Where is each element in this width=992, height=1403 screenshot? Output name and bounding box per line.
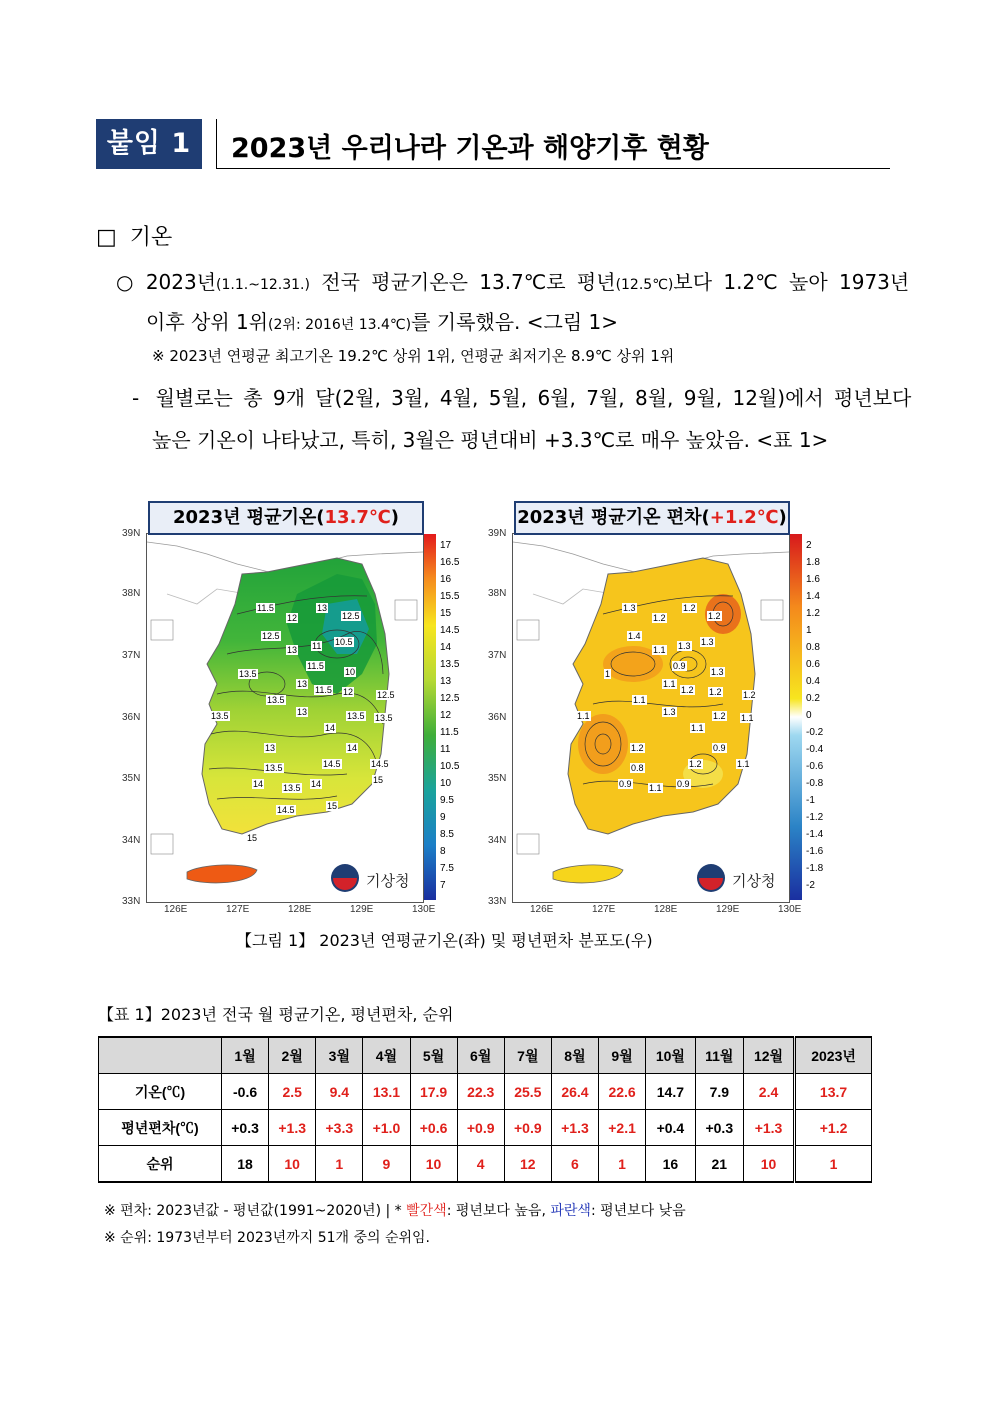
para1-text: 를 기록했음. <그림 1> [411,310,618,334]
table-cell: 1 [795,1146,872,1183]
note-blue-label: 파란색 [550,1203,591,1219]
contour-value-label: 1.1 [577,711,590,721]
lon-label: 128E [288,904,312,915]
para1-note: ※ 2023년 연평균 최고기온 19.2℃ 상위 1위, 연평균 최저기온 8.9℃ 상위 1위 [152,347,675,365]
contour-value-label: 13.5 [347,711,365,721]
table-cell: 10 [269,1146,316,1183]
contour-value-label: 14.5 [371,759,389,769]
contour-value-label: 1.1 [741,713,754,723]
lon-label: 127E [592,904,616,915]
table-cell: +0.9 [457,1110,504,1146]
lat-label: 36N [488,712,507,723]
colorbar-tick-label: 0.8 [806,642,820,653]
kma-logo-text: 기상청 [732,872,776,890]
contour-value-label: 14 [253,779,264,789]
table-caption: 【표 1】2023년 전국 월 평균기온, 평년편차, 순위 [98,1005,454,1024]
para1-line2 [146,306,618,335]
table-header-cell: 4월 [363,1037,410,1074]
lat-label: 39N [122,528,141,539]
contour-value-label: 1.1 [737,759,750,769]
colorbar-tick-label: 1.4 [806,591,820,602]
contour-value-label: 1.3 [701,637,714,647]
contour-value-label: 11.5 [315,685,332,695]
contour-value-label: 14.5 [323,759,341,769]
table-cell: +0.6 [410,1110,457,1146]
colorbar-tick-label: 9.5 [440,795,454,806]
para2-line2: 높은 기온이 나타났고, 특히, 3월은 평년대비 +3.3℃로 매우 높았음. <표 1> [152,428,829,452]
contour-value-label: 1.1 [653,645,666,655]
contour-value-label: 1.2 [709,687,722,697]
contour-value-label: 1 [605,669,611,679]
para1-line1 [116,266,909,295]
table-header-cell: 5월 [410,1037,457,1074]
colorbar-tick-label: -1.8 [806,863,824,874]
contour-value-label: 12.5 [377,690,395,700]
figure-caption: 【그림 1】 2023년 연평균기온(좌) 및 평년편차 분포도(우) [236,931,653,950]
contour-value-label: 10.5 [335,637,353,647]
contour-value-label: 0.9 [713,743,726,753]
table-cell: 12 [504,1146,551,1183]
table-cell: 7.9 [695,1074,743,1110]
colorbar-tick-label: 17 [440,540,452,551]
contour-value-label: 1.2 [713,711,726,721]
table-cell: 13.7 [795,1074,872,1110]
colorbar-tick-label: 16.5 [440,557,460,568]
lat-label: 37N [488,650,507,661]
contour-value-label: 1.2 [683,603,696,613]
lat-label: 38N [122,588,141,599]
lat-label: 34N [122,835,141,846]
note-text: : 평년보다 낮음 [590,1203,686,1219]
colorbar-tick-label: 16 [440,574,452,585]
table-cell: 26.4 [551,1074,598,1110]
colorbar-tick-label: -0.8 [806,778,824,789]
contour-value-label: 13.5 [211,711,229,721]
contour-value-label: 1.3 [623,603,636,613]
table-corner [99,1037,222,1074]
table-cell: 1 [316,1146,363,1183]
contour-value-label: 15 [247,833,258,843]
para1-date-range: (1.1.~12.31.) [216,277,310,293]
table-header-cell: 2023년 [795,1037,872,1074]
table-header-cell: 10월 [646,1037,696,1074]
map-title-text: 2023년 평균기온 편차( [517,507,710,528]
lat-label: 36N [122,712,141,723]
para1-second-rank: (2위: 2016년 13.4℃) [268,317,412,333]
contour-value-label: 14 [347,743,358,753]
para1-normal-value: (12.5℃) [615,277,674,293]
lat-label: 33N [488,896,507,907]
table-header-cell: 2월 [269,1037,316,1074]
contour-value-label: 14.5 [277,805,295,815]
contour-value-label: 13 [317,603,328,613]
circle-bullet: ○ [116,270,134,294]
contour-value-label: 13.5 [283,783,301,793]
dash-bullet: - [132,386,140,410]
contour-value-label: 13 [265,743,276,753]
colorbar-tick-label: -1.4 [806,829,824,840]
table-cell: 17.9 [410,1074,457,1110]
colorbar-tick-label: -0.6 [806,761,824,772]
table-cell: +1.3 [551,1110,598,1146]
note-rank: ※ 순위: 1973년부터 2023년까지 51개 중의 순위임. [104,1230,431,1246]
colorbar-tick-label: 1.2 [806,608,820,619]
lon-label: 129E [350,904,374,915]
lat-label: 39N [488,528,507,539]
temp-anomaly-map [476,500,826,920]
colorbar-tick-label: -1.6 [806,846,824,857]
colorbar-tick-label: 0.6 [806,659,820,670]
contour-value-label: 1.2 [708,611,721,621]
contour-value-label: 1.3 [663,707,676,717]
table-cell: +0.4 [646,1110,696,1146]
para1-text: 이후 상위 1위 [146,310,269,334]
contour-value-label: 0.9 [677,779,690,789]
colorbar-tick-label: -0.2 [806,727,824,738]
colorbar-tick-label: -2 [806,880,815,891]
table-cell: +1.0 [363,1110,410,1146]
contour-value-label: 0.8 [631,763,644,773]
para1-text: 2023년 [145,270,217,294]
colorbar-tick-label: 12.5 [440,693,460,704]
contour-value-label: 14 [311,779,322,789]
contour-value-label: 15 [327,801,338,811]
lon-label: 128E [654,904,678,915]
colorbar-tick-label: 14.5 [440,625,460,636]
lon-label: 130E [778,904,802,915]
table-cell: 1 [599,1146,646,1183]
table-row-label: 기온(℃) [99,1074,222,1110]
contour-value-label: 11.5 [257,603,274,613]
colorbar-tick-label: 15.5 [440,591,460,602]
table-cell: 2.4 [743,1074,794,1110]
table-cell: 16 [646,1146,696,1183]
checkbox-glyph: □ [96,225,117,250]
table-row [99,1110,872,1146]
contour-value-label: 13 [297,679,308,689]
colorbar-tick-label: 13 [440,676,452,687]
map-title-left [148,501,424,535]
contour-value-label: 14 [325,723,336,733]
table-cell: 10 [410,1146,457,1183]
kma-logo-text: 기상청 [366,872,410,890]
contour-value-label: 1.4 [628,631,641,641]
contour-value-label: 0.9 [673,661,686,671]
contour-value-label: 11 [312,641,322,651]
contour-value-label: 13.5 [267,695,285,705]
contour-value-label: 1.3 [678,641,691,651]
colorbar-tick-label: 8.5 [440,829,454,840]
colorbar-tick-label: -1.2 [806,812,824,823]
colorbar-left [424,534,436,900]
contour-value-label: 1.1 [691,723,704,733]
table-header-cell: 3월 [316,1037,363,1074]
table-header-row [99,1037,872,1074]
lat-label: 34N [488,835,507,846]
table-header-cell: 7월 [504,1037,551,1074]
colorbar-tick-label: 1.8 [806,557,820,568]
table-cell: 25.5 [504,1074,551,1110]
contour-value-label: 1.2 [689,759,702,769]
table-cell: 14.7 [646,1074,696,1110]
table-cell: 2.5 [269,1074,316,1110]
table-cell: +1.2 [795,1110,872,1146]
map-title-text: ) [778,507,787,528]
colorbar-tick-label: 10 [440,778,452,789]
table-cell: +0.3 [695,1110,743,1146]
lon-label: 126E [530,904,554,915]
contour-value-label: 11.5 [307,661,324,671]
contour-value-label: 13 [287,645,298,655]
table-header-cell: 6월 [457,1037,504,1074]
table-header-cell: 1월 [222,1037,269,1074]
section-title: 기온 [129,225,173,250]
contour-value-label: 0.9 [619,779,632,789]
section-heading [96,220,172,251]
table-cell: 22.6 [599,1074,646,1110]
colorbar-tick-label: -0.4 [806,744,824,755]
contour-value-label: 13.5 [375,713,393,723]
table-cell: 18 [222,1146,269,1183]
contour-value-label: 1.1 [649,783,662,793]
colorbar-tick-label: 7 [440,880,446,891]
table-header-cell: 8월 [551,1037,598,1074]
colorbar-tick-label: 12 [440,710,452,721]
colorbar-tick-label: 8 [440,846,446,857]
para2-line1 [132,382,911,411]
note-text: : 평년보다 높음, [446,1203,551,1219]
table-cell: +1.3 [269,1110,316,1146]
colorbar-tick-label: 9 [440,812,446,823]
para1-text: 전국 평균기온은 13.7℃로 평년 [309,270,616,294]
table-cell: 4 [457,1146,504,1183]
table-header-cell: 12월 [743,1037,794,1074]
contour-value-label: 1.3 [711,667,724,677]
contour-value-label: 10 [345,667,356,677]
contour-value-label: 13.5 [265,763,283,773]
colorbar-tick-label: 0 [806,710,812,721]
lat-label: 37N [122,650,141,661]
colorbar-tick-label: 1 [806,625,812,636]
lat-label: 35N [488,773,507,784]
monthly-temp-table [98,1036,872,1183]
colorbar-tick-label: 7.5 [440,863,454,874]
colorbar-tick-label: 14 [440,642,452,653]
table-row-label: 순위 [99,1146,222,1183]
table-row-label: 평년편차(℃) [99,1110,222,1146]
contour-value-label: 1.1 [663,679,676,689]
table-cell: +3.3 [316,1110,363,1146]
lat-label: 33N [122,896,141,907]
colorbar-tick-label: 1.6 [806,574,820,585]
colorbar-tick-label: 13.5 [440,659,460,670]
contour-value-label: 13 [297,707,308,717]
map-title-value: 13.7℃ [324,507,391,528]
contour-value-label: 1.2 [631,743,644,753]
colorbar-tick-label: 11.5 [440,727,459,738]
contour-value-label: 15 [373,775,384,785]
table-header-cell: 11월 [695,1037,743,1074]
para2-text: 월별로는 총 9개 달(2월, 3월, 4월, 5월, 6월, 7월, 8월, 9월, 12월)에서 평년보다 [155,386,912,410]
colorbar-tick-label: 0.2 [806,693,820,704]
table-cell: 10 [743,1146,794,1183]
mean-temp-map [110,500,460,920]
contour-value-label: 12.5 [342,611,360,621]
table-cell: -0.6 [222,1074,269,1110]
colorbar-tick-label: 15 [440,608,452,619]
table-cell: 21 [695,1146,743,1183]
table-header-cell: 9월 [599,1037,646,1074]
map-title-text: 2023년 평균기온( [173,507,325,528]
contour-value-label: 1.2 [743,690,756,700]
table-cell: +0.9 [504,1110,551,1146]
header-divider [216,119,217,169]
contour-value-label: 12.5 [262,631,280,641]
table-row [99,1074,872,1110]
note-red-label: 빨간색 [406,1203,447,1219]
table-cell: 6 [551,1146,598,1183]
lon-label: 129E [716,904,740,915]
table-cell: 9 [363,1146,410,1183]
lat-label: 35N [122,773,141,784]
map-title-value: +1.2℃ [709,507,779,528]
contour-value-label: 12 [287,613,298,623]
contour-value-label: 1.2 [681,685,694,695]
map-title-text: ) [390,507,399,528]
note-deviation [104,1200,686,1220]
table-cell: 22.3 [457,1074,504,1110]
para1-text: 보다 1.2℃ 높아 1973년 [673,270,910,294]
table-row [99,1146,872,1183]
colorbar-tick-label: -1 [806,795,815,806]
contour-value-label: 12 [343,687,354,697]
lon-label: 127E [226,904,250,915]
note-text: ※ 편차: 2023년값 - 평년값(1991~2020년) | * [104,1203,407,1219]
table-cell: +1.3 [743,1110,794,1146]
table-cell: +0.3 [222,1110,269,1146]
lon-label: 130E [412,904,436,915]
colorbar-tick-label: 10.5 [440,761,460,772]
colorbar-tick-label: 11 [440,744,451,755]
lon-label: 126E [164,904,188,915]
header-underline [216,168,890,169]
contour-value-label: 1.1 [633,695,646,705]
appendix-badge: 붙임 1 [96,119,202,169]
colorbar-tick-label: 0.4 [806,676,820,687]
page-title: 2023년 우리나라 기온과 해양기후 현황 [231,133,709,164]
map-title-right [514,501,790,535]
colorbar-tick-label: 2 [806,540,812,551]
table-cell: +2.1 [599,1110,646,1146]
contour-value-label: 13.5 [239,669,257,679]
colorbar-right [790,534,802,900]
contour-value-label: 1.2 [653,613,666,623]
lat-label: 38N [488,588,507,599]
table-cell: 13.1 [363,1074,410,1110]
table-cell: 9.4 [316,1074,363,1110]
